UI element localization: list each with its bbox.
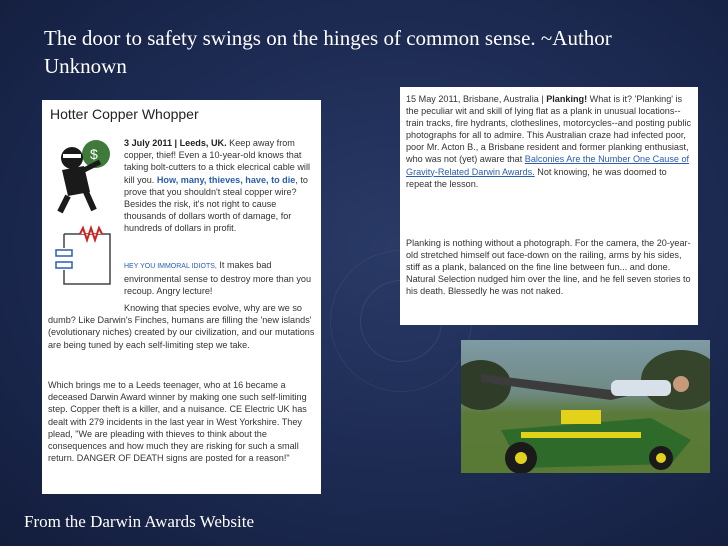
slide-title: The door to safety swings on the hinges of common sense. ~Author Unknown (44, 26, 612, 78)
svg-text:$: $ (90, 146, 98, 162)
footer-caption: From the Darwin Awards Website (24, 512, 254, 531)
article-paragraph: Planking is nothing without a photograph. For the camera, the 20-year-old stretched himself out face-down on the railing, arms by his sides, stiff as a plank, balanced on the fine line between fun... and done. Natural Selection nudged him over the line, and he fell seven stories to his death. Blessedly he was not naked. (406, 238, 691, 297)
planking-article-panel (400, 87, 698, 325)
article-dateline: 15 May 2011, Brisbane, Australia | (406, 94, 547, 104)
planking-mower-photo (461, 340, 710, 473)
article-dateline: 3 July 2011 | Leeds, UK. (124, 138, 227, 148)
article-paragraph: 15 May 2011, Brisbane, Australia | Planking! What is it? 'Planking' is the peculiar wit and skill of lying flat as a plank in unusual locations--train tracks, fire hydrants, clotheslines, motorcycles--and posting public photographs for all to admire. This Australian craze had infected poor, poor Mr. Acton B., a Brisbane resident and former planking enthusiast, who was not (yet) aware that Balconies Are the Number One Cause of Gravity-Related Darwin Awards. Not knowing, he was doomed to repeat the lesson. (406, 94, 692, 189)
copper-article-panel (42, 100, 321, 494)
article-paragraph: HEY YOU IMMORAL IDIOTS, It makes bad environmental sense to destroy more than you recoup. Angry lecture! (124, 260, 312, 297)
article-paragraph: 3 July 2011 | Leeds, UK. Keep away from copper, thief! Even a 10-year-old knows that taking bolt-cutters to a thick elecrical cable will kill you. How, many, thieves, have, to die, to prove that you shouldn't steal copper wire? Besides the risk, it's not right to cause thousands of dollars worth of damage, for hundreds of dollars in profit. (124, 138, 310, 234)
mower-illustration (461, 340, 710, 473)
circuit-diagram-image (52, 224, 122, 294)
thief-cartoon-image (50, 136, 122, 216)
article-paragraph: Which brings me to a Leeds teenager, who at 16 became a deceased Darwin Award winner by making one such self-limiting step. Copper theft is a killer, and a nuisance. CE Electric UK has dealt with 279 incidents in the last year in West Yorkshire. They plead, "We are pleading with thieves to think about the consequences and how much they are risking for such a small return. DANGER OF DEATH signs are posted for a reason!" (48, 380, 307, 464)
article-title: Hotter Copper Whopper (50, 106, 199, 122)
balconies-link[interactable]: Balconies Are the Number One Cause of Gravity-Related Darwin Awards. (406, 154, 690, 177)
article-paragraph: Knowing that species evolve, why are we so dumb? Like Darwin's Finches, humans are filling the 'new islands' (evolutionary niches) created by our civilization, and our mutations are being tuned by each self-limiting step we take. (48, 303, 315, 350)
